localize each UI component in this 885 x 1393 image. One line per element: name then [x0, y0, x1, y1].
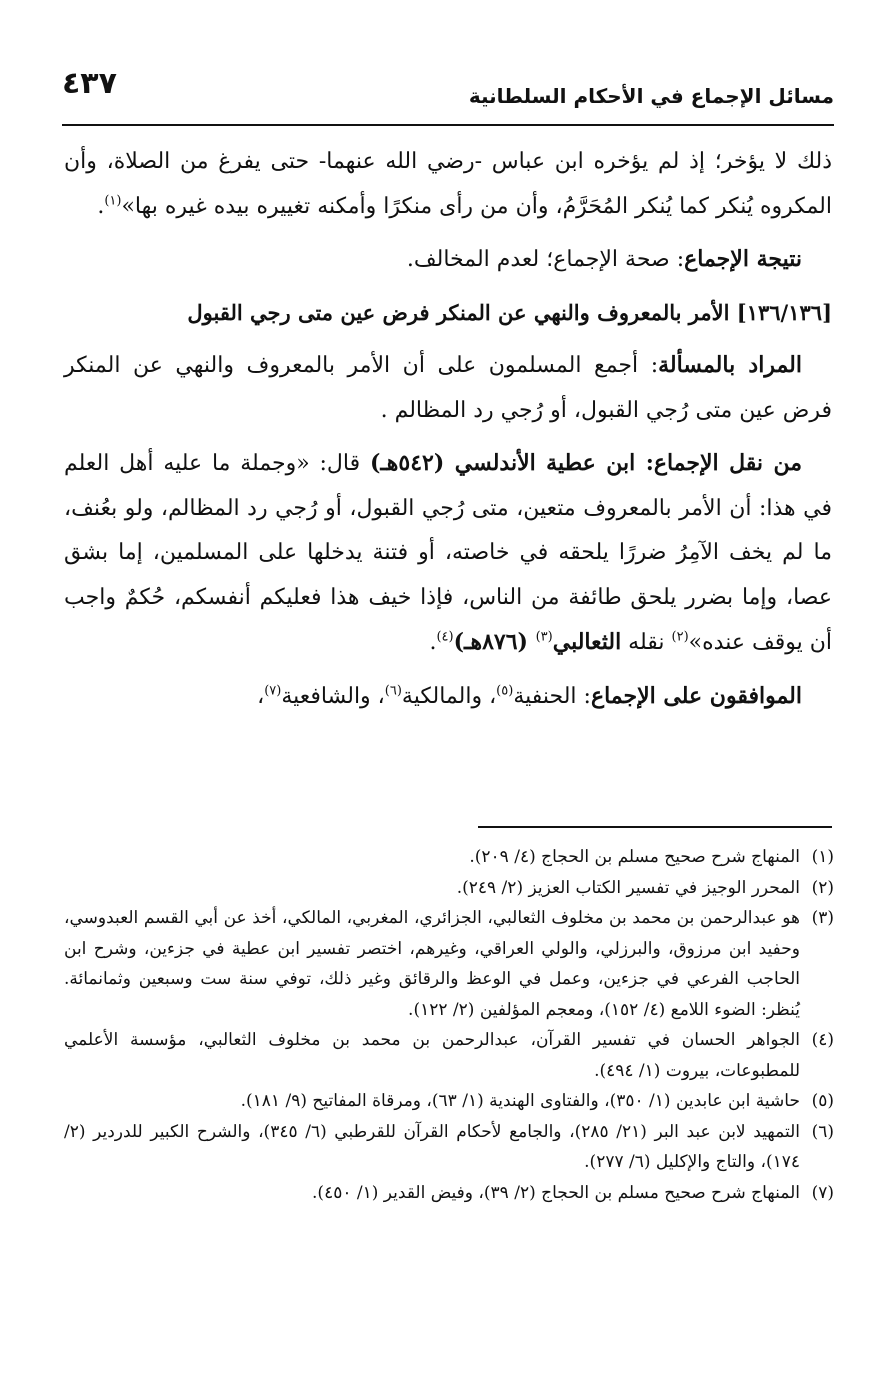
footnote-ref-5: (٥) — [496, 683, 514, 699]
main-text — [64, 140, 832, 719]
footnote-item: (٦) التمهيد لابن عبد البر (٢١/ ٢٨٥)، والجامع لأحكام القرآن للقرطبي (٦/ ٣٤٥)، والشرح الكبير للدردير (٢/ ١٧٤)، والتاج والإكليل (٦/ ٢٧٧). — [64, 1121, 834, 1172]
footnote-item: (٧) المنهاج شرح صحيح مسلم بن الحجاج (٢/ ٣٩)، وفيض القدير (١/ ٤٥٠). — [312, 1182, 834, 1203]
footnote-ref-4: (٤) — [436, 629, 454, 645]
paragraph-transmitter: من نقل الإجماع: ابن عطية الأندلسي (٥٤٢هـ) قال: «وجملة ما عليه أهل العلم في هذا: أن الأمر بالمعروف متعين، متى رُجي القبول، أو رُجي رد المظالم، ولو بعُنف، ما لم يخف الآمِرُ ضررًا يلحقه في خاصته، أو فتنة يدخلها على المسلمين، إما بشق عصا، وإما بضرر يلحق طائفة من الناس، فإذا خيف هذا فعليكم أنفسكم، حُكمٌ واجب أن يوقف عنده»$^{(٢)}$ نقله الثعالبي$^{(٣)}$ (٨٧٦هـ)$^{(٤)}$. — [64, 450, 832, 655]
footnote-item: (٢) المحرر الوجيز في تفسير الكتاب العزيز (٢/ ٢٤٩). — [456, 877, 834, 898]
footnote-ref-2: (٢) — [671, 629, 689, 645]
paragraph-hadith-continuation: ذلك لا يؤخر؛ إذ لم يؤخره ابن عباس -رضي الله عنهما- حتى يفرغ من الصلاة، وأن المكروه يُنكر كما يُنكر المُحَرَّمُ، وأن من رأى منكرًا وأمكنه تغييره بيده غيره بها»$^{(١)}$. — [64, 149, 832, 219]
paragraph-agreeing: الموافقون على الإجماع: الحنفية$^{(٥)}$، والمالكية$^{(٦)}$، والشافعية$^{(٧)}$، — [257, 682, 802, 709]
footnote-ref-3: (٣) — [535, 629, 553, 645]
footnote-ref-6: (٦) — [384, 683, 402, 699]
result-label: نتيجة الإجماع — [684, 246, 802, 272]
page-number: ٤٣٧ — [62, 66, 117, 101]
footnote-ref-7: (٧) — [264, 683, 282, 699]
paragraph-meaning: المراد بالمسألة: أجمع المسلمون على أن الأمر بالمعروف والنهي عن المنكر فرض عين متى رُجي القبول، أو رُجي رد المظالم . — [64, 352, 832, 423]
agreeing-label: الموافقون على الإجماع — [590, 682, 802, 709]
footnote-item: (٤) الجواهر الحسان في تفسير القرآن، عبدالرحمن بن محمد بن مخلوف الثعالبي، مؤسسة الأعلمي للمطبوعات، بيروت (١/ ٤٩٤). — [64, 1030, 834, 1081]
footnote-item: (٣) هو عبدالرحمن بن محمد بن مخلوف الثعالبي، الجزائري، المغربي، المالكي، أخذ عن أبي القسم العبدوسي، وحفيد ابن مرزوق، والبرزلي، والولي العراقي، وغيرهم، اختصر تفسير ابن عطية في جزءين، وشرح ابن الحاجب الفرعي في جزءين، وعمل في الوعظ والرقائق وغير ذلك، توفي سنة ست وسبعين وثمانمائة. يُنظر: الضوء اللامع (٤/ ١٥٢)، ومعجم المؤلفين (٢/ ١٢٢). — [64, 908, 834, 1020]
paragraph-result: نتيجة الإجماع: صحة الإجماع؛ لعدم المخالف. — [406, 246, 802, 272]
page-header — [62, 66, 834, 122]
footnotes — [64, 842, 834, 1208]
meaning-label: المراد بالمسألة — [658, 352, 802, 378]
footnote-divider — [478, 826, 832, 828]
footnote-ref-1: (١) — [104, 193, 122, 209]
footnote-item: (١) المنهاج شرح صحيح مسلم بن الحجاج (٤/ ٢٠٩). — [469, 847, 834, 867]
section-heading: [١٣٦/١٣٦] الأمر بالمعروف والنهي عن المنكر فرض عين متى رجي القبول — [187, 299, 832, 325]
transmitter-label: من نقل الإجماع: ابن عطية الأندلسي (٥٤٢هـ) — [369, 450, 802, 476]
thaalibi-name: الثعالبي — [552, 629, 622, 655]
header-divider — [62, 124, 834, 126]
running-title: مسائل الإجماع في الأحكام السلطانية — [468, 84, 834, 108]
footnote-item: (٥) حاشية ابن عابدين (١/ ٣٥٠)، والفتاوى الهندية (١/ ٦٣)، ومرقاة المفاتيح (٩/ ١٨١). — [240, 1091, 834, 1111]
